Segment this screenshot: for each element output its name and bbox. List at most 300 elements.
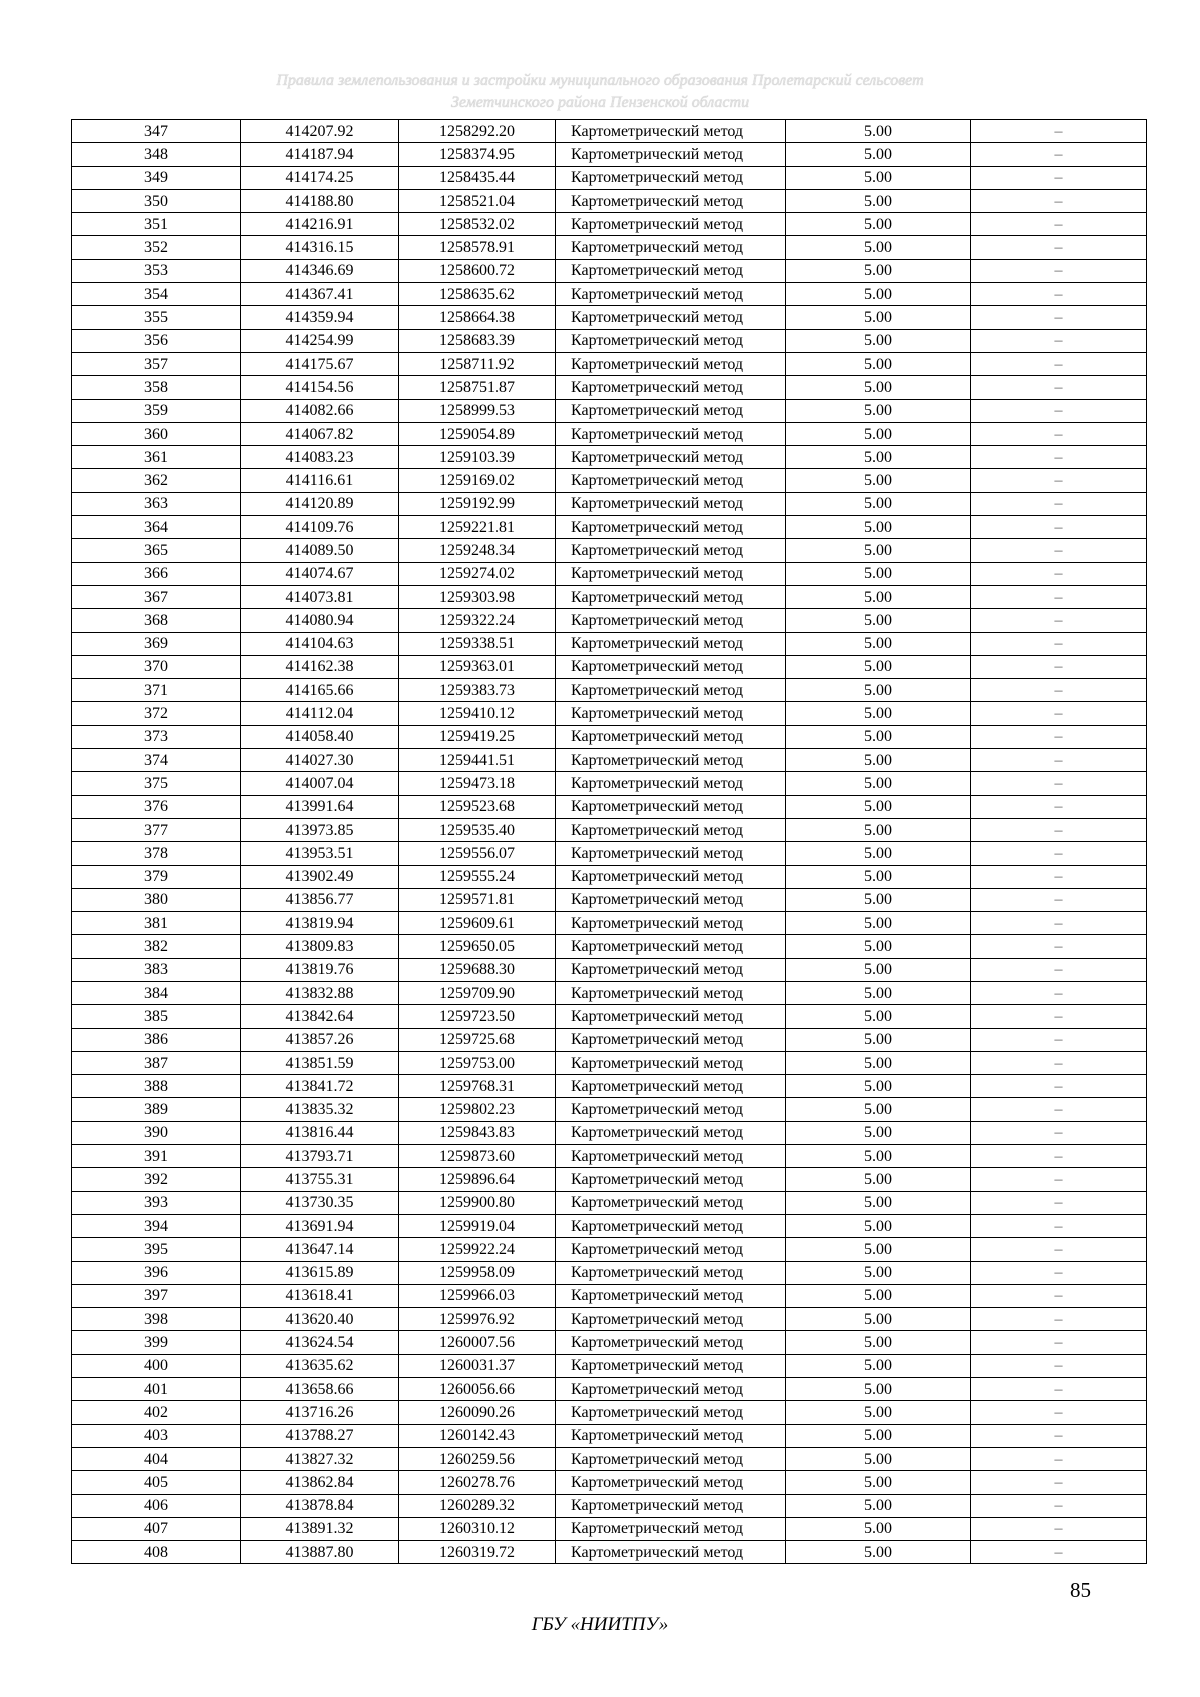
- x-coordinate-cell: 413716.26: [241, 1401, 399, 1424]
- x-coordinate-cell: 414027.30: [241, 749, 399, 772]
- table-row: [72, 1028, 1147, 1051]
- y-coordinate-cell: 1259966.03: [399, 1284, 556, 1307]
- accuracy-cell: 5.00: [786, 888, 971, 911]
- y-coordinate-cell: 1258292.20: [399, 120, 556, 143]
- point-number-cell: 378: [72, 842, 241, 865]
- method-cell: Картометрический метод: [556, 981, 786, 1004]
- table-row: [72, 958, 1147, 981]
- note-cell: –: [971, 1121, 1147, 1144]
- accuracy-cell: 5.00: [786, 1028, 971, 1051]
- x-coordinate-cell: 413730.35: [241, 1191, 399, 1214]
- note-cell: –: [971, 306, 1147, 329]
- table-row: [72, 655, 1147, 678]
- point-number-cell: 373: [72, 725, 241, 748]
- note-cell: –: [971, 981, 1147, 1004]
- y-coordinate-cell: 1260007.56: [399, 1331, 556, 1354]
- y-coordinate-cell: 1260056.66: [399, 1378, 556, 1401]
- method-cell: Картометрический метод: [556, 1238, 786, 1261]
- y-coordinate-cell: 1259896.64: [399, 1168, 556, 1191]
- x-coordinate-cell: 414346.69: [241, 259, 399, 282]
- table-row: [72, 585, 1147, 608]
- y-coordinate-cell: 1258374.95: [399, 143, 556, 166]
- point-number-cell: 401: [72, 1378, 241, 1401]
- accuracy-cell: 5.00: [786, 1005, 971, 1028]
- x-coordinate-cell: 413832.88: [241, 981, 399, 1004]
- method-cell: Картометрический метод: [556, 818, 786, 841]
- y-coordinate-cell: 1259473.18: [399, 772, 556, 795]
- accuracy-cell: 5.00: [786, 399, 971, 422]
- x-coordinate-cell: 413991.64: [241, 795, 399, 818]
- note-cell: –: [971, 562, 1147, 585]
- point-number-cell: 380: [72, 888, 241, 911]
- y-coordinate-cell: 1258435.44: [399, 166, 556, 189]
- accuracy-cell: 5.00: [786, 795, 971, 818]
- x-coordinate-cell: 414104.63: [241, 632, 399, 655]
- point-number-cell: 364: [72, 516, 241, 539]
- point-number-cell: 352: [72, 236, 241, 259]
- point-number-cell: 400: [72, 1354, 241, 1377]
- point-number-cell: 362: [72, 469, 241, 492]
- accuracy-cell: 5.00: [786, 772, 971, 795]
- point-number-cell: 354: [72, 283, 241, 306]
- method-cell: Картометрический метод: [556, 143, 786, 166]
- accuracy-cell: 5.00: [786, 935, 971, 958]
- method-cell: Картометрический метод: [556, 1028, 786, 1051]
- note-cell: –: [971, 283, 1147, 306]
- point-number-cell: 398: [72, 1308, 241, 1331]
- accuracy-cell: 5.00: [786, 1145, 971, 1168]
- x-coordinate-cell: 413851.59: [241, 1051, 399, 1074]
- note-cell: –: [971, 143, 1147, 166]
- note-cell: –: [971, 772, 1147, 795]
- x-coordinate-cell: 414080.94: [241, 609, 399, 632]
- y-coordinate-cell: 1259248.34: [399, 539, 556, 562]
- table-row: [72, 1541, 1147, 1564]
- note-cell: –: [971, 399, 1147, 422]
- note-cell: –: [971, 679, 1147, 702]
- point-number-cell: 385: [72, 1005, 241, 1028]
- point-number-cell: 384: [72, 981, 241, 1004]
- method-cell: Картометрический метод: [556, 1308, 786, 1331]
- method-cell: Картометрический метод: [556, 213, 786, 236]
- note-cell: –: [971, 585, 1147, 608]
- note-cell: –: [971, 725, 1147, 748]
- point-number-cell: 367: [72, 585, 241, 608]
- x-coordinate-cell: 413841.72: [241, 1075, 399, 1098]
- point-number-cell: 394: [72, 1214, 241, 1237]
- method-cell: Картометрический метод: [556, 935, 786, 958]
- method-cell: Картометрический метод: [556, 1494, 786, 1517]
- table-row: [72, 283, 1147, 306]
- table-row: [72, 1214, 1147, 1237]
- point-number-cell: 358: [72, 376, 241, 399]
- y-coordinate-cell: 1259192.99: [399, 492, 556, 515]
- y-coordinate-cell: 1260278.76: [399, 1471, 556, 1494]
- accuracy-cell: 5.00: [786, 1541, 971, 1564]
- table-row: [72, 1447, 1147, 1470]
- accuracy-cell: 5.00: [786, 865, 971, 888]
- accuracy-cell: 5.00: [786, 958, 971, 981]
- y-coordinate-cell: 1259900.80: [399, 1191, 556, 1214]
- y-coordinate-cell: 1260259.56: [399, 1447, 556, 1470]
- x-coordinate-cell: 414187.94: [241, 143, 399, 166]
- table-row: [72, 236, 1147, 259]
- accuracy-cell: 5.00: [786, 1238, 971, 1261]
- method-cell: Картометрический метод: [556, 376, 786, 399]
- method-cell: Картометрический метод: [556, 120, 786, 143]
- x-coordinate-cell: 413618.41: [241, 1284, 399, 1307]
- point-number-cell: 350: [72, 189, 241, 212]
- note-cell: –: [971, 1354, 1147, 1377]
- x-coordinate-cell: 414254.99: [241, 329, 399, 352]
- x-coordinate-cell: 413973.85: [241, 818, 399, 841]
- table-row: [72, 1191, 1147, 1214]
- point-number-cell: 351: [72, 213, 241, 236]
- point-number-cell: 406: [72, 1494, 241, 1517]
- accuracy-cell: 5.00: [786, 422, 971, 445]
- x-coordinate-cell: 414367.41: [241, 283, 399, 306]
- y-coordinate-cell: 1259169.02: [399, 469, 556, 492]
- note-cell: –: [971, 446, 1147, 469]
- point-number-cell: 360: [72, 422, 241, 445]
- y-coordinate-cell: 1259725.68: [399, 1028, 556, 1051]
- x-coordinate-cell: 413809.83: [241, 935, 399, 958]
- method-cell: Картометрический метод: [556, 306, 786, 329]
- accuracy-cell: 5.00: [786, 469, 971, 492]
- y-coordinate-cell: 1259976.92: [399, 1308, 556, 1331]
- x-coordinate-cell: 413857.26: [241, 1028, 399, 1051]
- table-row: [72, 492, 1147, 515]
- accuracy-cell: 5.00: [786, 516, 971, 539]
- y-coordinate-cell: 1259922.24: [399, 1238, 556, 1261]
- method-cell: Картометрический метод: [556, 399, 786, 422]
- accuracy-cell: 5.00: [786, 259, 971, 282]
- note-cell: –: [971, 1191, 1147, 1214]
- x-coordinate-cell: 414058.40: [241, 725, 399, 748]
- x-coordinate-cell: 413878.84: [241, 1494, 399, 1517]
- table-row: [72, 143, 1147, 166]
- note-cell: –: [971, 1331, 1147, 1354]
- table-row: [72, 539, 1147, 562]
- x-coordinate-cell: 413635.62: [241, 1354, 399, 1377]
- table-row: [72, 842, 1147, 865]
- accuracy-cell: 5.00: [786, 1447, 971, 1470]
- x-coordinate-cell: 413862.84: [241, 1471, 399, 1494]
- note-cell: –: [971, 1308, 1147, 1331]
- table-row: [72, 702, 1147, 725]
- accuracy-cell: 5.00: [786, 1098, 971, 1121]
- y-coordinate-cell: 1259221.81: [399, 516, 556, 539]
- point-number-cell: 368: [72, 609, 241, 632]
- table-row: [72, 632, 1147, 655]
- y-coordinate-cell: 1259709.90: [399, 981, 556, 1004]
- header-line-2: Земетчинского района Пензенской области: [450, 94, 750, 111]
- note-cell: –: [971, 912, 1147, 935]
- y-coordinate-cell: 1259688.30: [399, 958, 556, 981]
- x-coordinate-cell: 413816.44: [241, 1121, 399, 1144]
- y-coordinate-cell: 1259843.83: [399, 1121, 556, 1144]
- note-cell: –: [971, 1541, 1147, 1564]
- method-cell: Картометрический метод: [556, 679, 786, 702]
- method-cell: Картометрический метод: [556, 1354, 786, 1377]
- table-row: [72, 399, 1147, 422]
- y-coordinate-cell: 1259556.07: [399, 842, 556, 865]
- note-cell: –: [971, 1284, 1147, 1307]
- x-coordinate-cell: 413856.77: [241, 888, 399, 911]
- table-row: [72, 120, 1147, 143]
- note-cell: –: [971, 1261, 1147, 1284]
- point-number-cell: 379: [72, 865, 241, 888]
- point-number-cell: 371: [72, 679, 241, 702]
- accuracy-cell: 5.00: [786, 1331, 971, 1354]
- header-line-1: Правила землепользования и застройки муниципального образования Пролетарский сельсовет: [276, 72, 924, 89]
- accuracy-cell: 5.00: [786, 818, 971, 841]
- y-coordinate-cell: 1259571.81: [399, 888, 556, 911]
- point-number-cell: 386: [72, 1028, 241, 1051]
- y-coordinate-cell: 1259873.60: [399, 1145, 556, 1168]
- method-cell: Картометрический метод: [556, 749, 786, 772]
- note-cell: –: [971, 1471, 1147, 1494]
- method-cell: Картометрический метод: [556, 1261, 786, 1284]
- note-cell: –: [971, 609, 1147, 632]
- point-number-cell: 407: [72, 1517, 241, 1540]
- table-row: [72, 422, 1147, 445]
- x-coordinate-cell: 414082.66: [241, 399, 399, 422]
- accuracy-cell: 5.00: [786, 352, 971, 375]
- method-cell: Картометрический метод: [556, 422, 786, 445]
- point-number-cell: 363: [72, 492, 241, 515]
- y-coordinate-cell: 1259802.23: [399, 1098, 556, 1121]
- accuracy-cell: 5.00: [786, 912, 971, 935]
- y-coordinate-cell: 1258999.53: [399, 399, 556, 422]
- table-row: [72, 1168, 1147, 1191]
- x-coordinate-cell: 413691.94: [241, 1214, 399, 1237]
- note-cell: –: [971, 213, 1147, 236]
- method-cell: Картометрический метод: [556, 842, 786, 865]
- method-cell: Картометрический метод: [556, 539, 786, 562]
- point-number-cell: 393: [72, 1191, 241, 1214]
- method-cell: Картометрический метод: [556, 1447, 786, 1470]
- note-cell: –: [971, 749, 1147, 772]
- point-number-cell: 355: [72, 306, 241, 329]
- accuracy-cell: 5.00: [786, 1214, 971, 1237]
- method-cell: Картометрический метод: [556, 329, 786, 352]
- note-cell: –: [971, 492, 1147, 515]
- x-coordinate-cell: 413624.54: [241, 1331, 399, 1354]
- method-cell: Картометрический метод: [556, 1424, 786, 1447]
- accuracy-cell: 5.00: [786, 1168, 971, 1191]
- point-number-cell: 405: [72, 1471, 241, 1494]
- accuracy-cell: 5.00: [786, 446, 971, 469]
- x-coordinate-cell: 413842.64: [241, 1005, 399, 1028]
- method-cell: Картометрический метод: [556, 609, 786, 632]
- method-cell: Картометрический метод: [556, 1191, 786, 1214]
- table-row: [72, 562, 1147, 585]
- x-coordinate-cell: 414074.67: [241, 562, 399, 585]
- x-coordinate-cell: 414207.92: [241, 120, 399, 143]
- y-coordinate-cell: 1259363.01: [399, 655, 556, 678]
- point-number-cell: 395: [72, 1238, 241, 1261]
- table-row: [72, 213, 1147, 236]
- accuracy-cell: 5.00: [786, 1075, 971, 1098]
- accuracy-cell: 5.00: [786, 1121, 971, 1144]
- y-coordinate-cell: 1259338.51: [399, 632, 556, 655]
- method-cell: Картометрический метод: [556, 562, 786, 585]
- table-row: [72, 981, 1147, 1004]
- accuracy-cell: 5.00: [786, 609, 971, 632]
- point-number-cell: 399: [72, 1331, 241, 1354]
- accuracy-cell: 5.00: [786, 329, 971, 352]
- note-cell: –: [971, 655, 1147, 678]
- point-number-cell: 376: [72, 795, 241, 818]
- method-cell: Картометрический метод: [556, 1378, 786, 1401]
- table-row: [72, 166, 1147, 189]
- table-row: [72, 446, 1147, 469]
- note-cell: –: [971, 865, 1147, 888]
- coordinates-table-body: [72, 120, 1147, 1564]
- y-coordinate-cell: 1258711.92: [399, 352, 556, 375]
- note-cell: –: [971, 516, 1147, 539]
- table-row: [72, 1075, 1147, 1098]
- table-row: [72, 376, 1147, 399]
- note-cell: –: [971, 352, 1147, 375]
- point-number-cell: 408: [72, 1541, 241, 1564]
- point-number-cell: 356: [72, 329, 241, 352]
- note-cell: –: [971, 1238, 1147, 1261]
- x-coordinate-cell: 413647.14: [241, 1238, 399, 1261]
- x-coordinate-cell: 414216.91: [241, 213, 399, 236]
- method-cell: Картометрический метод: [556, 772, 786, 795]
- table-row: [72, 189, 1147, 212]
- note-cell: –: [971, 1098, 1147, 1121]
- method-cell: Картометрический метод: [556, 166, 786, 189]
- note-cell: –: [971, 1145, 1147, 1168]
- note-cell: –: [971, 539, 1147, 562]
- note-cell: –: [971, 1005, 1147, 1028]
- accuracy-cell: 5.00: [786, 749, 971, 772]
- accuracy-cell: 5.00: [786, 981, 971, 1004]
- table-row: [72, 469, 1147, 492]
- x-coordinate-cell: 414162.38: [241, 655, 399, 678]
- method-cell: Картометрический метод: [556, 259, 786, 282]
- x-coordinate-cell: 413658.66: [241, 1378, 399, 1401]
- table-row: [72, 1354, 1147, 1377]
- method-cell: Картометрический метод: [556, 516, 786, 539]
- y-coordinate-cell: 1259054.89: [399, 422, 556, 445]
- x-coordinate-cell: 414073.81: [241, 585, 399, 608]
- x-coordinate-cell: 413819.76: [241, 958, 399, 981]
- x-coordinate-cell: 413620.40: [241, 1308, 399, 1331]
- method-cell: Картометрический метод: [556, 492, 786, 515]
- accuracy-cell: 5.00: [786, 492, 971, 515]
- note-cell: –: [971, 259, 1147, 282]
- point-number-cell: 372: [72, 702, 241, 725]
- x-coordinate-cell: 414067.82: [241, 422, 399, 445]
- accuracy-cell: 5.00: [786, 1424, 971, 1447]
- point-number-cell: 388: [72, 1075, 241, 1098]
- accuracy-cell: 5.00: [786, 632, 971, 655]
- table-row: [72, 1098, 1147, 1121]
- x-coordinate-cell: 413835.32: [241, 1098, 399, 1121]
- table-row: [72, 1378, 1147, 1401]
- point-number-cell: 397: [72, 1284, 241, 1307]
- note-cell: –: [971, 1028, 1147, 1051]
- table-row: [72, 1238, 1147, 1261]
- accuracy-cell: 5.00: [786, 1494, 971, 1517]
- point-number-cell: 353: [72, 259, 241, 282]
- method-cell: Картометрический метод: [556, 1331, 786, 1354]
- table-row: [72, 679, 1147, 702]
- table-row: [72, 818, 1147, 841]
- y-coordinate-cell: 1258635.62: [399, 283, 556, 306]
- table-row: [72, 329, 1147, 352]
- x-coordinate-cell: 413793.71: [241, 1145, 399, 1168]
- method-cell: Картометрический метод: [556, 1284, 786, 1307]
- point-number-cell: 402: [72, 1401, 241, 1424]
- point-number-cell: 390: [72, 1121, 241, 1144]
- method-cell: Картометрический метод: [556, 236, 786, 259]
- method-cell: Картометрический метод: [556, 585, 786, 608]
- note-cell: –: [971, 935, 1147, 958]
- accuracy-cell: 5.00: [786, 679, 971, 702]
- point-number-cell: 403: [72, 1424, 241, 1447]
- x-coordinate-cell: 413615.89: [241, 1261, 399, 1284]
- y-coordinate-cell: 1260142.43: [399, 1424, 556, 1447]
- y-coordinate-cell: 1260289.32: [399, 1494, 556, 1517]
- method-cell: Картометрический метод: [556, 352, 786, 375]
- point-number-cell: 366: [72, 562, 241, 585]
- table-row: [72, 306, 1147, 329]
- method-cell: Картометрический метод: [556, 865, 786, 888]
- table-row: [72, 865, 1147, 888]
- x-coordinate-cell: 414109.76: [241, 516, 399, 539]
- y-coordinate-cell: 1259523.68: [399, 795, 556, 818]
- point-number-cell: 361: [72, 446, 241, 469]
- x-coordinate-cell: 413887.80: [241, 1541, 399, 1564]
- accuracy-cell: 5.00: [786, 655, 971, 678]
- x-coordinate-cell: 414089.50: [241, 539, 399, 562]
- point-number-cell: 392: [72, 1168, 241, 1191]
- method-cell: Картометрический метод: [556, 725, 786, 748]
- note-cell: –: [971, 236, 1147, 259]
- accuracy-cell: 5.00: [786, 1354, 971, 1377]
- method-cell: Картометрический метод: [556, 1145, 786, 1168]
- y-coordinate-cell: 1259650.05: [399, 935, 556, 958]
- y-coordinate-cell: 1259535.40: [399, 818, 556, 841]
- table-row: [72, 1471, 1147, 1494]
- x-coordinate-cell: 414112.04: [241, 702, 399, 725]
- table-row: [72, 935, 1147, 958]
- point-number-cell: 348: [72, 143, 241, 166]
- y-coordinate-cell: 1260031.37: [399, 1354, 556, 1377]
- point-number-cell: 365: [72, 539, 241, 562]
- method-cell: Картометрический метод: [556, 912, 786, 935]
- point-number-cell: 396: [72, 1261, 241, 1284]
- method-cell: Картометрический метод: [556, 1121, 786, 1144]
- y-coordinate-cell: 1259303.98: [399, 585, 556, 608]
- y-coordinate-cell: 1260090.26: [399, 1401, 556, 1424]
- y-coordinate-cell: 1258532.02: [399, 213, 556, 236]
- accuracy-cell: 5.00: [786, 306, 971, 329]
- point-number-cell: 404: [72, 1447, 241, 1470]
- table-row: [72, 1261, 1147, 1284]
- table-row: [72, 749, 1147, 772]
- accuracy-cell: 5.00: [786, 166, 971, 189]
- point-number-cell: 359: [72, 399, 241, 422]
- x-coordinate-cell: 414154.56: [241, 376, 399, 399]
- x-coordinate-cell: 414316.15: [241, 236, 399, 259]
- note-cell: –: [971, 189, 1147, 212]
